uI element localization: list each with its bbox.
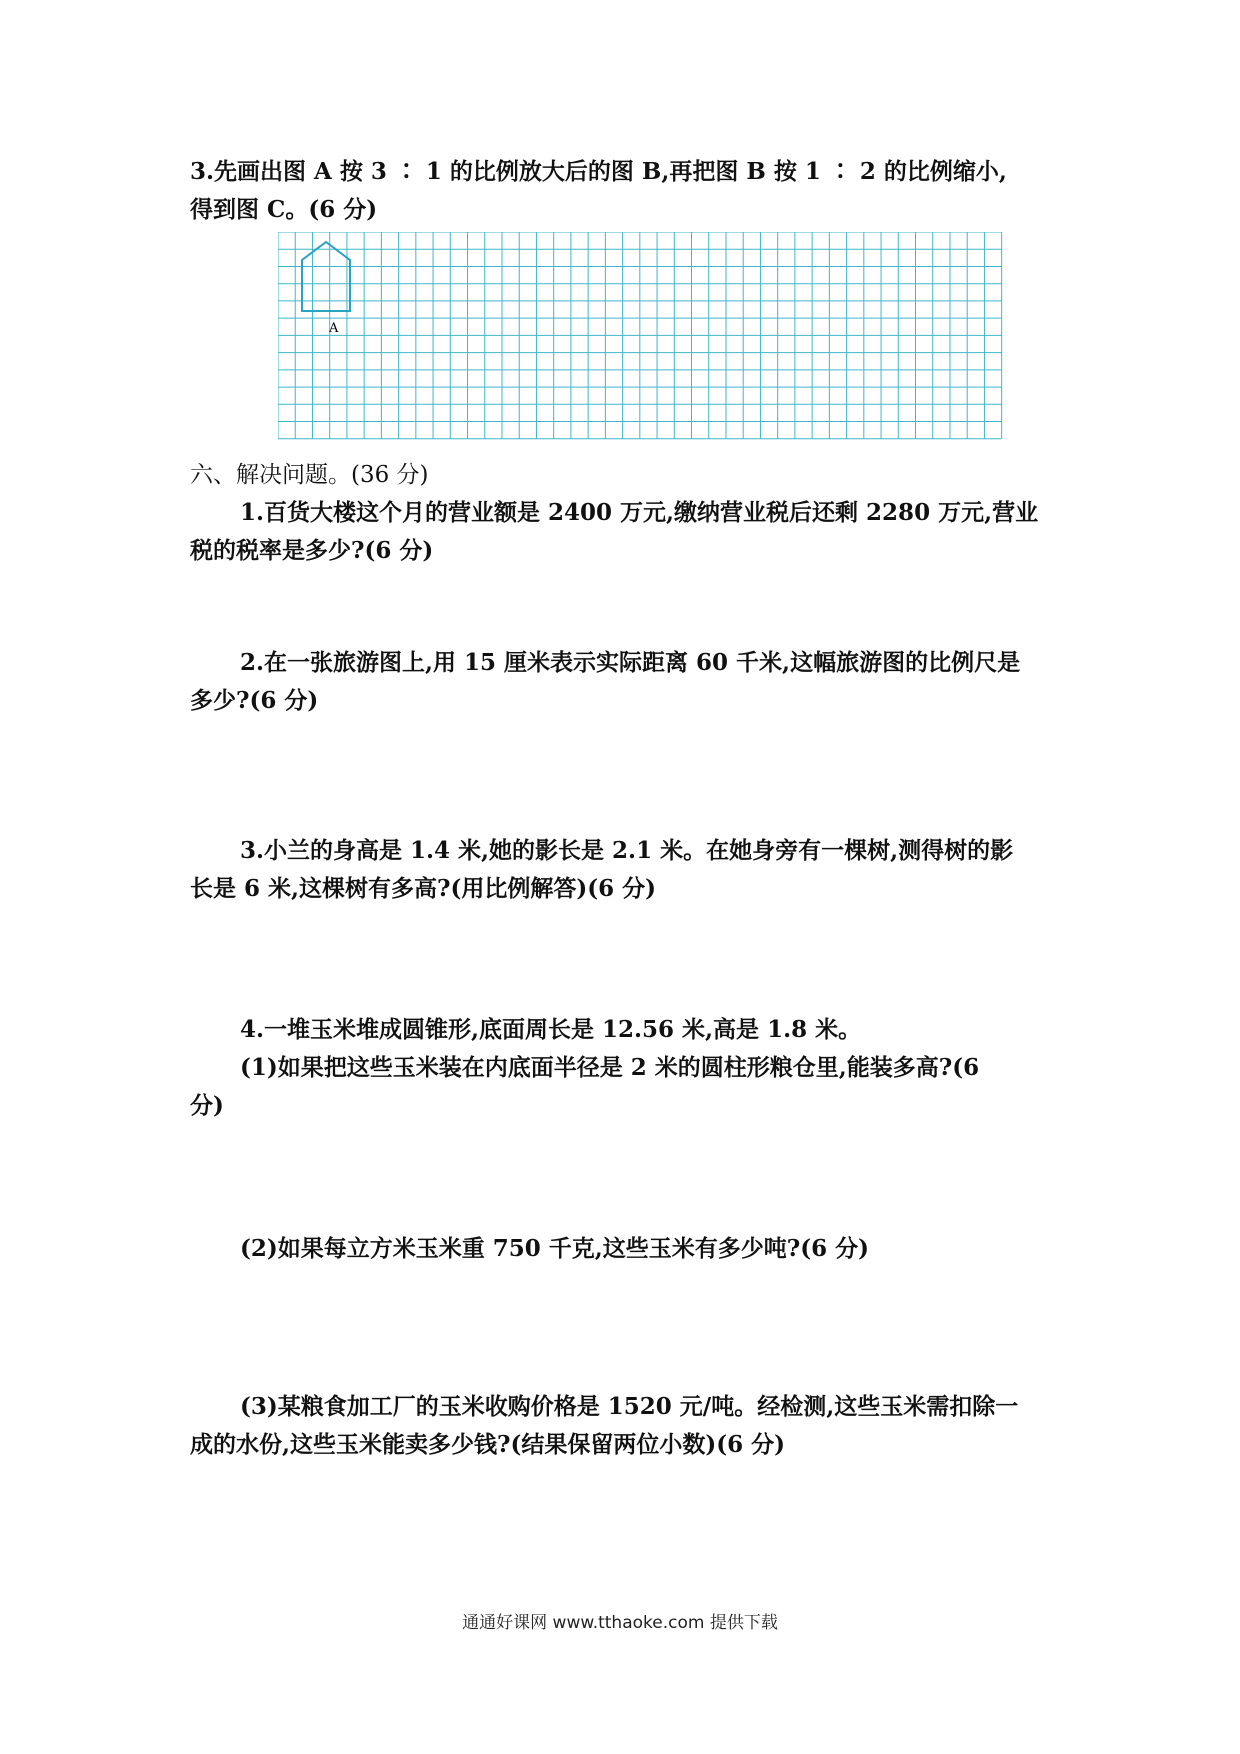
- problem-2-line2: 多少?(6 分): [190, 687, 319, 714]
- square-grid: [278, 232, 1014, 442]
- problem-4-sub3-line1: (3)某粮食加工厂的玉米收购价格是 1520 元/吨。经检测,这些玉米需扣除一: [240, 1393, 1019, 1420]
- question-5-3-line1: 3.先画出图 A 按 3 ∶ 1 的比例放大后的图 B,再把图 B 按 1 ∶ 2 的比例缩小,: [190, 158, 1007, 185]
- question-5-3-line2: 得到图 C。(6 分): [190, 196, 378, 223]
- problem-1-line1: 1.百货大楼这个月的营业额是 2400 万元,缴纳营业税后还剩 2280 万元,营业: [240, 499, 1039, 526]
- problem-4-sub2: (2)如果每立方米玉米重 750 千克,这些玉米有多少吨?(6 分): [240, 1235, 870, 1262]
- grid-lines: [278, 232, 1002, 439]
- footer-watermark: 通通好课网 www.tthaoke.com 提供下载: [462, 1613, 778, 1633]
- section-6-title: 六、解决问题。(36 分): [190, 462, 429, 488]
- problem-2-line1: 2.在一张旅游图上,用 15 厘米表示实际距离 60 千米,这幅旅游图的比例尺是: [240, 649, 1021, 676]
- problem-3-line2: 长是 6 米,这棵树有多高?(用比例解答)(6 分): [190, 875, 657, 902]
- problem-4-sub1-line2: 分): [190, 1092, 224, 1119]
- problem-4-sub3-line2: 成的水份,这些玉米能卖多少钱?(结果保留两位小数)(6 分): [190, 1431, 786, 1458]
- problem-3-line1: 3.小兰的身高是 1.4 米,她的影长是 2.1 米。在她身旁有一棵树,测得树的影: [240, 837, 1014, 864]
- problem-1-line2: 税的税率是多少?(6 分): [190, 537, 434, 564]
- problem-4-sub1-line1: (1)如果把这些玉米装在内底面半径是 2 米的圆柱形粮仓里,能装多高?(6: [240, 1054, 980, 1081]
- problem-4-stem: 4.一堆玉米堆成圆锥形,底面周长是 12.56 米,高是 1.8 米。: [240, 1016, 862, 1043]
- figure-a-label: A: [329, 321, 339, 336]
